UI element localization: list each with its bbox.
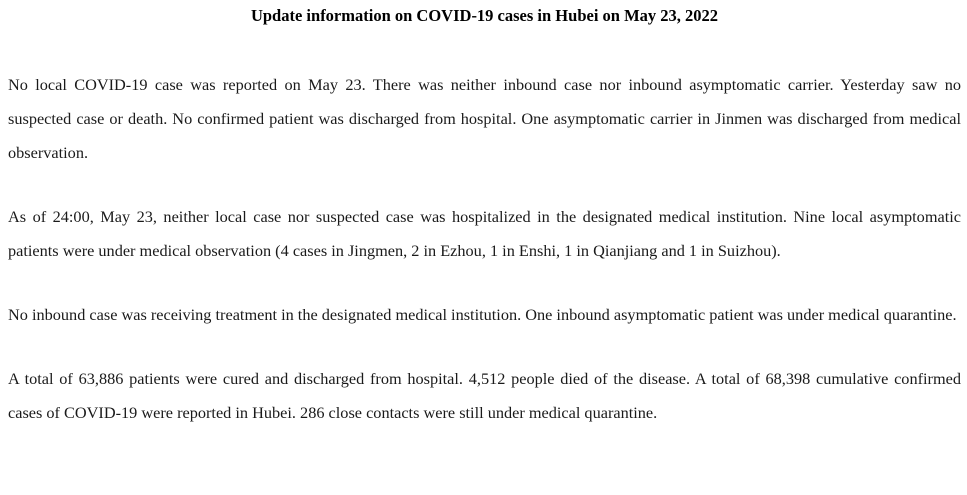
paragraph-inbound-status: No inbound case was receiving treatment in the designated medical institution. One inbound asymptomatic patient was under medical quarantine.: [8, 305, 957, 324]
paragraph-daily-summary: No local COVID-19 case was reported on May 23. There was neither inbound case nor inbound asymptomatic carrier. Yesterday saw no suspected case or death. No confirmed patient was discharged from hospital. One asymptomatic carrier in Jinmen was discharged from medical observation.: [8, 75, 961, 162]
document-title: Update information on COVID-19 cases in Hubei on May 23, 2022: [250, 6, 719, 25]
paragraph-cumulative-totals: A total of 63,886 patients were cured and discharged from hospital. 4,512 people died of the disease. A total of 68,398 cumulative confirmed cases of COVID-19 were reported in Hubei. 286 close contacts were still under medical quarantine.: [8, 369, 961, 422]
paragraph-local-hospitalization: As of 24:00, May 23, neither local case nor suspected case was hospitalized in the designated medical institution. Nine local asymptomatic patients were under medical observation (4 cases in Jingmen, 2 in Ezhou, 1 in Enshi, 1 in Qianjiang and 1 in Suizhou).: [8, 207, 961, 260]
